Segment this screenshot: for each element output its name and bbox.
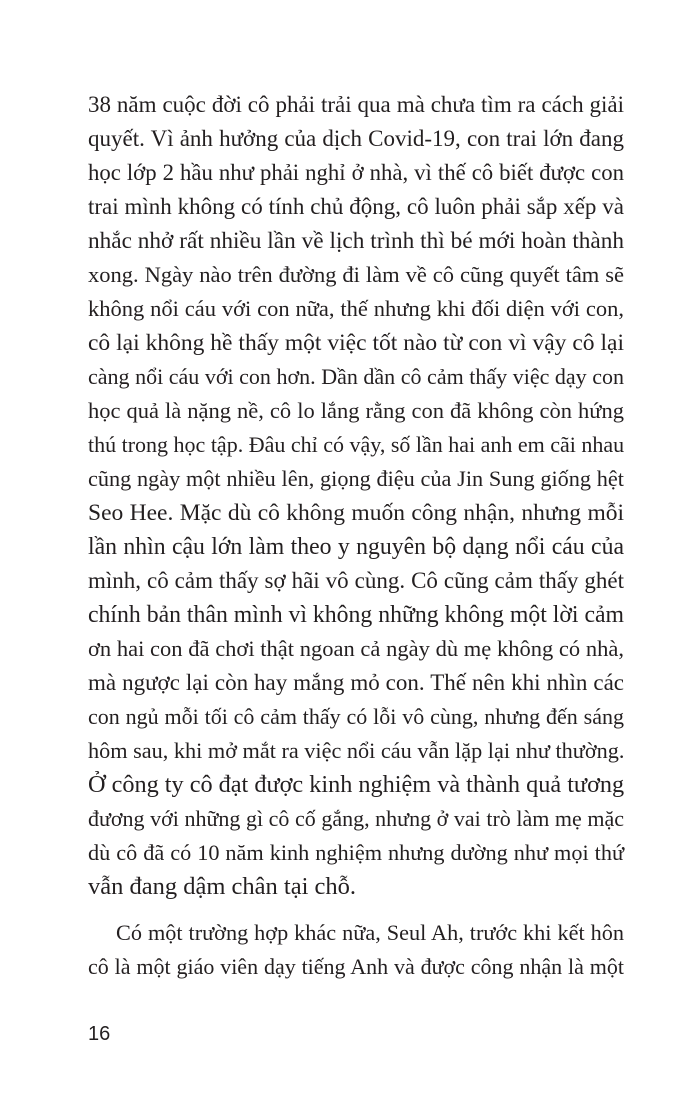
text-line: học lớp 2 hầu như phải nghỉ ở nhà, vì thế cô biết được con	[88, 160, 624, 185]
text-line: thú trong học tập. Đâu chỉ có vậy, số lần hai anh em cãi nhau	[88, 432, 625, 457]
text-line: lần nhìn cậu lớn làm theo y nguyên bộ dạng nổi cáu của	[88, 534, 624, 560]
text-line: không nổi cáu với con nữa, thế nhưng khi đối diện với con,	[88, 296, 624, 321]
text-line: học quả là nặng nề, cô lo lắng rằng con đã không còn hứng	[88, 398, 624, 423]
text-line: càng nổi cáu với con hơn. Dần dần cô cảm thấy việc dạy con	[88, 364, 624, 389]
text-line: cô lại không hề thấy một việc tốt nào từ con vì vậy cô lại	[88, 330, 624, 356]
text-line: dù cô đã có 10 năm kinh nghiệm nhưng dường như mọi thứ	[88, 840, 624, 865]
text-line: Seo Hee. Mặc dù cô không muốn công nhận, nhưng mỗi	[88, 500, 624, 526]
text-line: con ngủ mỗi tối cô cảm thấy có lỗi vô cùng, nhưng đến sáng	[88, 704, 624, 729]
text-line: ơn hai con đã chơi thật ngoan cả ngày dù mẹ không có nhà,	[88, 636, 624, 661]
text-line: cũng ngày một nhiều lên, giọng điệu của Jin Sung giống hệt	[88, 466, 624, 491]
text-line: trai mình không có tính chủ động, cô luôn phải sắp xếp và	[88, 194, 624, 219]
text-line: 38 năm cuộc đời cô phải trải qua mà chưa tìm ra cách giải	[88, 92, 624, 117]
text-line: xong. Ngày nào trên đường đi làm về cô cũng quyết tâm sẽ	[88, 262, 624, 287]
page-number: 16	[88, 1023, 111, 1045]
text-line: mà ngược lại còn hay mắng mỏ con. Thế nên khi nhìn các	[88, 670, 624, 695]
text-line: cô là một giáo viên dạy tiếng Anh và được công nhận là một	[88, 954, 624, 979]
text-line: Ở công ty cô đạt được kinh nghiệm và thành quả tương	[88, 771, 625, 798]
text-line: vẫn đang dậm chân tại chỗ.	[88, 873, 357, 900]
text-line: quyết. Vì ảnh hưởng của dịch Covid-19, con trai lớn đang	[88, 126, 624, 151]
text-line: đương với những gì cô cố gắng, nhưng ở vai trò làm mẹ mặc	[88, 806, 624, 831]
text-line: chính bản thân mình vì không những không một lời cảm	[88, 602, 624, 628]
text-line: nhắc nhở rất nhiều lần về lịch trình thì bé mới hoàn thành	[88, 228, 624, 254]
text-line: Có một trường hợp khác nữa, Seul Ah, trước khi kết hôn	[116, 920, 624, 945]
text-line: hôm sau, khi mở mắt ra việc nổi cáu vẫn lặp lại như thường.	[88, 738, 625, 763]
text-line: mình, cô cảm thấy sợ hãi vô cùng. Cô cũng cảm thấy ghét	[88, 568, 624, 593]
